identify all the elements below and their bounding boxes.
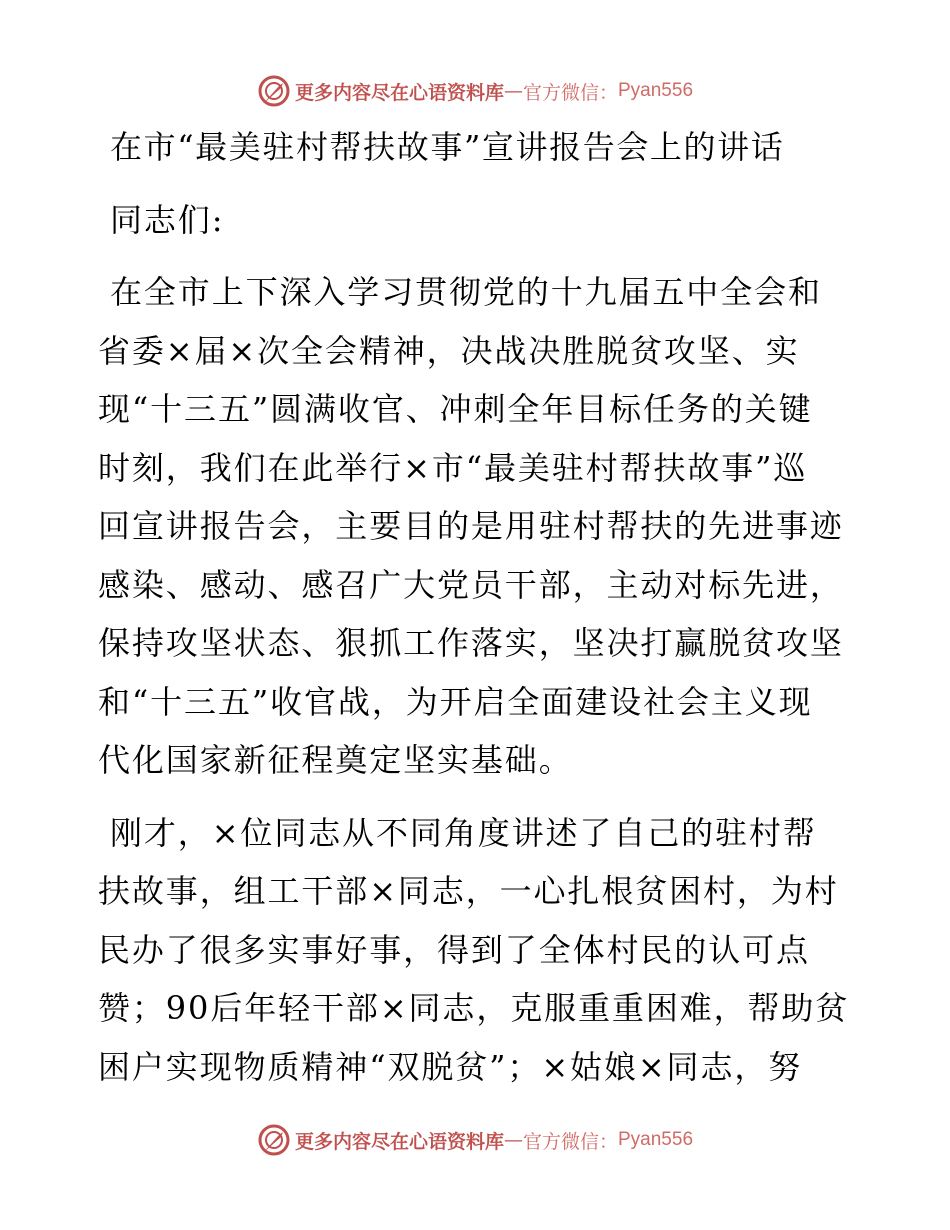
paragraph-line: 感染、感动、感召广大党员干部，主动对标先进，: [98, 565, 844, 604]
paragraph-line: 赞；90后年轻干部×同志，克服重重困难，帮助贫: [98, 989, 850, 1027]
pen-logo-icon: [257, 74, 291, 108]
banner-main-text: 更多内容尽在心语资料库: [294, 1130, 504, 1153]
paragraph-line: 代化国家新征程奠定坚实基础。: [98, 741, 573, 779]
banner-sub-text: 官方微信：: [522, 1130, 618, 1153]
paragraph-gap: [98, 790, 858, 804]
paragraph-line: 刚才，×位同志从不同角度讲述了自己的驻村帮: [110, 813, 817, 852]
pen-logo-icon: [257, 1123, 291, 1157]
paragraph-1: [98, 263, 858, 790]
salutation: 同志们:: [110, 200, 225, 239]
banner-separator: —: [503, 1129, 523, 1151]
salutation-spacer: [98, 249, 858, 263]
paragraph-line: 保持攻坚状态、狠抓工作落实，坚决打赢脱贫攻坚: [98, 624, 844, 662]
paragraph-line: 扶故事，组工干部×同志，一心扎根贫困村，为村: [98, 872, 839, 910]
paragraph-line: 现“十三五”圆满收官、冲刺全年目标任务的关键: [98, 390, 813, 428]
paragraph-line: 回宣讲报告会，主要目的是用驻村帮扶的先进事迹: [98, 507, 844, 545]
banner-wechat-id: Pyan556: [618, 80, 694, 101]
paragraph-line: 时刻，我们在此举行×市“最美驻村帮扶故事”巡: [98, 448, 808, 487]
header-watermark-banner: [0, 71, 950, 111]
banner-sub-text: 官方微信：: [522, 81, 618, 104]
paragraph-line: 在全市上下深入学习贯彻党的十九届五中全会和: [110, 273, 822, 311]
document-body: [98, 118, 858, 1096]
paragraph-line: 省委×届×次全会精神，决战决胜脱贫攻坚、实: [98, 331, 800, 370]
paragraph-line: 困户实现物质精神“双脱贫”；×姑娘×同志，努: [98, 1047, 803, 1086]
title-spacer: [98, 177, 858, 191]
paragraph-line: 和“十三五”收官战，为开启全面建设社会主义现: [98, 682, 813, 721]
paragraph-2: [98, 804, 858, 1097]
banner-wechat-id: Pyan556: [618, 1129, 694, 1150]
footer-watermark-banner: [0, 1120, 950, 1160]
paragraph-line: 民办了很多实事好事，得到了全体村民的认可点: [98, 930, 810, 969]
document-title: 在市“最美驻村帮扶故事”宣讲报告会上的讲话: [110, 128, 785, 166]
banner-separator: —: [503, 80, 523, 102]
banner-main-text: 更多内容尽在心语资料库: [294, 81, 504, 104]
